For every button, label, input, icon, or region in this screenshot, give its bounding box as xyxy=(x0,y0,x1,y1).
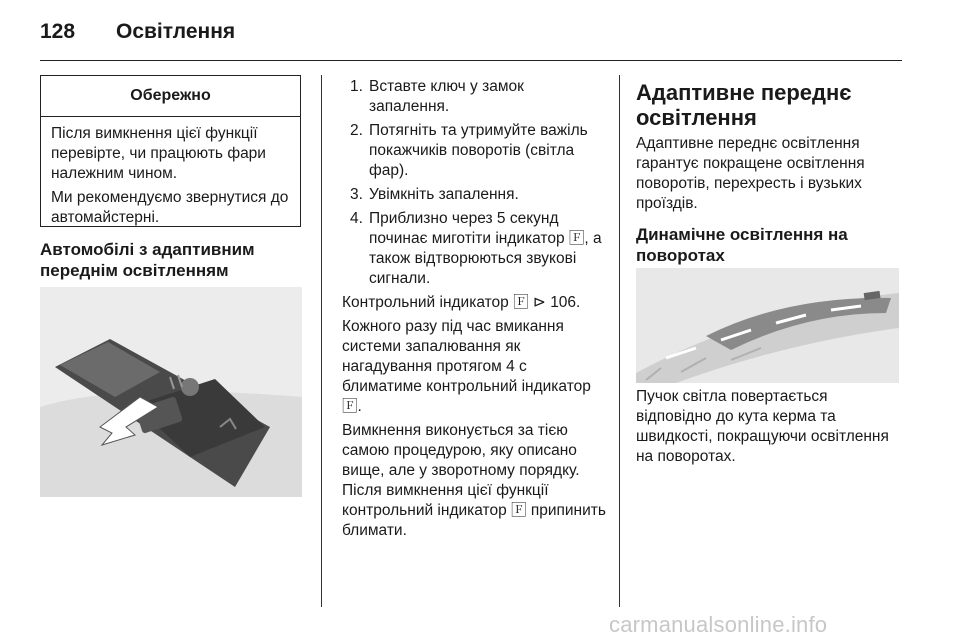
column-divider-1 xyxy=(321,75,322,607)
warning-paragraph: Після вимкнення цієї функції перевірте, чи працюють фари належним чином. xyxy=(51,125,266,182)
subheading-dynamic-cornering: Динамічне освітлення на поворотах xyxy=(636,225,848,265)
page-header xyxy=(40,20,235,44)
cornering-light-illustration xyxy=(636,268,899,383)
section-title-afl: Адаптивне переднє освітлення xyxy=(636,80,852,130)
section-title: Освітлення xyxy=(116,20,236,43)
section-heading-afl-vehicles: Автомобілі з адаптивним переднім освітленням xyxy=(40,240,255,280)
reminder-paragraph: Кожного разу під час вмикання системи запалювання як нагадування протягом 4 с блиматиме контрольний індикатор 🄵. xyxy=(342,318,591,415)
list-item: 1. Вставте ключ у замок запалення. xyxy=(350,78,524,115)
warning-paragraph: Ми рекомендуємо звернутися до автомайстерні. xyxy=(51,189,289,226)
middle-column xyxy=(342,77,607,545)
page-number: 128 xyxy=(40,20,76,43)
turn-signal-lever-illustration xyxy=(40,287,302,497)
warning-box xyxy=(40,75,301,227)
warning-title: Обережно xyxy=(41,76,300,117)
list-item: 2. Потягніть та утримуйте важіль покажчиків поворотів (світла фар). xyxy=(350,122,588,179)
illustration-caption: Пучок світла повертається відповідно до кута керма та швидкості, покращуючи освітлення на поворотах. xyxy=(636,388,889,465)
watermark: carmanualsonline.info xyxy=(609,612,828,637)
right-column xyxy=(636,80,902,266)
steps-list xyxy=(342,77,607,289)
list-item: 3. Увімкніть запалення. xyxy=(350,186,519,203)
afl-intro-paragraph: Адаптивне переднє освітлення гарантує покращене освітлення поворотів, перехресть і вузьких проїздів. xyxy=(636,135,865,212)
deactivation-paragraph: Вимкнення виконується за тією самою процедурою, яку описано вище, але у зворотному порядку. Після вимкнення цієї функції контрольний індикатор 🄵 припинить блимати. xyxy=(342,422,606,539)
header-rule xyxy=(40,60,902,61)
column-divider-2 xyxy=(619,75,620,607)
warning-body xyxy=(41,117,300,228)
list-item: 4. Приблизно через 5 секунд починає миготіти індикатор 🄵, а також відтворюються звукові сигнали. xyxy=(350,210,602,287)
indicator-reference-paragraph: Контрольний індикатор 🄵 ⊳ 106. xyxy=(342,294,581,311)
